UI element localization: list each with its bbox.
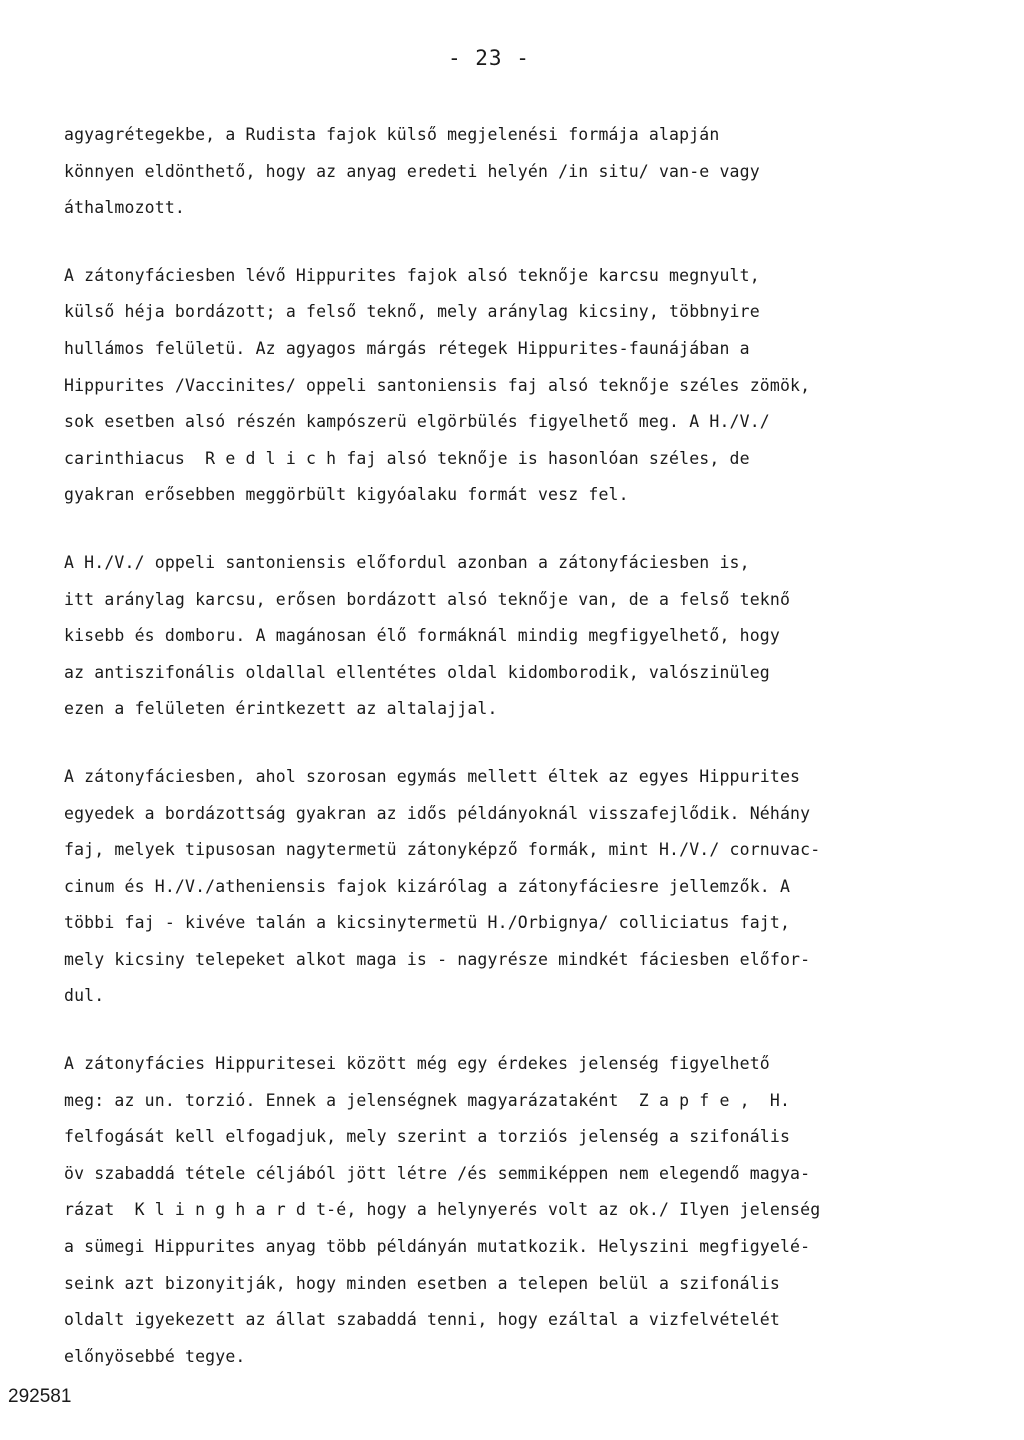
page-number: - 23 - [448,46,530,70]
text-line: dul. [64,986,105,1006]
text-line: külső héja bordázott; a felső teknő, mely aránylag kicsiny, többnyire [64,302,760,322]
text-line: egyedek a bordázottság gyakran az idős példányoknál visszafejlődik. Néhány [64,803,811,823]
document-body [64,117,964,1406]
text-line: többi faj - kivéve talán a kicsinytermetü H./Orbignya/ colliciatus fajt, [64,913,791,933]
text-line: A zátonyfáciesben, ahol szorosan egymás mellett éltek az egyes Hippurites [64,766,801,786]
text-line: rázat K l i n g h a r d t-é, hogy a helynyerés volt az ok./ Ilyen jelenség [64,1200,821,1220]
text-line: meg: az un. torzió. Ennek a jelenségnek magyarázataként Z a p f e , H. [64,1090,791,1110]
text-line: A zátonyfácies Hippuritesei között még egy érdekes jelenség figyelhető [64,1054,770,1074]
text-line: kisebb és domboru. A magánosan élő formáknál mindig megfigyelhető, hogy [64,626,780,646]
text-line: hullámos felületü. Az agyagos márgás rétegek Hippurites-faunájában a [64,338,750,358]
paragraph-5 [64,1046,964,1375]
text-line: oldalt igyekezett az állat szabaddá tenni, hogy ezáltal a vizfelvételét [64,1310,780,1330]
text-line: mely kicsiny telepeket alkot maga is - nagyrésze mindkét fáciesben előfor- [64,949,811,969]
text-line: A H./V./ oppeli santoniensis előfordul azonban a zátonyfáciesben is, [64,552,750,572]
text-line: felfogását kell elfogadjuk, mely szerint a torziós jelenség a szifonális [64,1127,791,1147]
text-line: carinthiacus R e d l i c h faj alsó teknője is hasonlóan széles, de [64,448,750,468]
archive-id: 292581 [8,1386,72,1407]
paragraph-4 [64,759,964,1015]
paragraph-1 [64,117,964,227]
text-line: előnyösebbé tegye. [64,1346,246,1366]
text-line: cinum és H./V./atheniensis fajok kizárólag a zátonyfáciesre jellemzők. A [64,876,791,896]
text-line: könnyen eldönthető, hogy az anyag eredeti helyén /in situ/ van-e vagy [64,161,760,181]
text-line: agyagrétegekbe, a Rudista fajok külső megjelenési formája alapján [64,125,720,144]
text-line: az antiszifonális oldallal ellentétes oldal kidomborodik, valószinüleg [64,662,770,682]
text-line: áthalmozott. [64,198,186,218]
text-line: Hippurites /Vaccinites/ oppeli santoniensis faj alsó teknője széles zömök, [64,375,811,395]
text-line: faj, melyek tipusosan nagytermetü zátonyképző formák, mint H./V./ cornuvac- [64,840,821,860]
text-line: gyakran erősebben meggörbült kigyóalaku formát vesz fel. [64,485,629,505]
text-line: seink azt bizonyitják, hogy minden esetben a telepen belül a szifonális [64,1273,780,1293]
text-line: a sümegi Hippurites anyag több példányán mutatkozik. Helyszini megfigyelé- [64,1237,811,1257]
text-line: sok esetben alsó részén kampószerü elgörbülés figyelhető meg. A H./V./ [64,412,770,432]
text-line: itt aránylag karcsu, erősen bordázott alsó teknője van, de a felső teknő [64,589,791,609]
text-line: A zátonyfáciesben lévő Hippurites fajok alsó teknője karcsu megnyult, [64,265,760,285]
text-line: ezen a felületen érintkezett az altalajjal. [64,699,498,719]
paragraph-3 [64,545,964,728]
text-line: öv szabaddá tétele céljából jött létre /és semmiképpen nem elegendő magya- [64,1163,811,1183]
paragraph-2 [64,258,964,514]
